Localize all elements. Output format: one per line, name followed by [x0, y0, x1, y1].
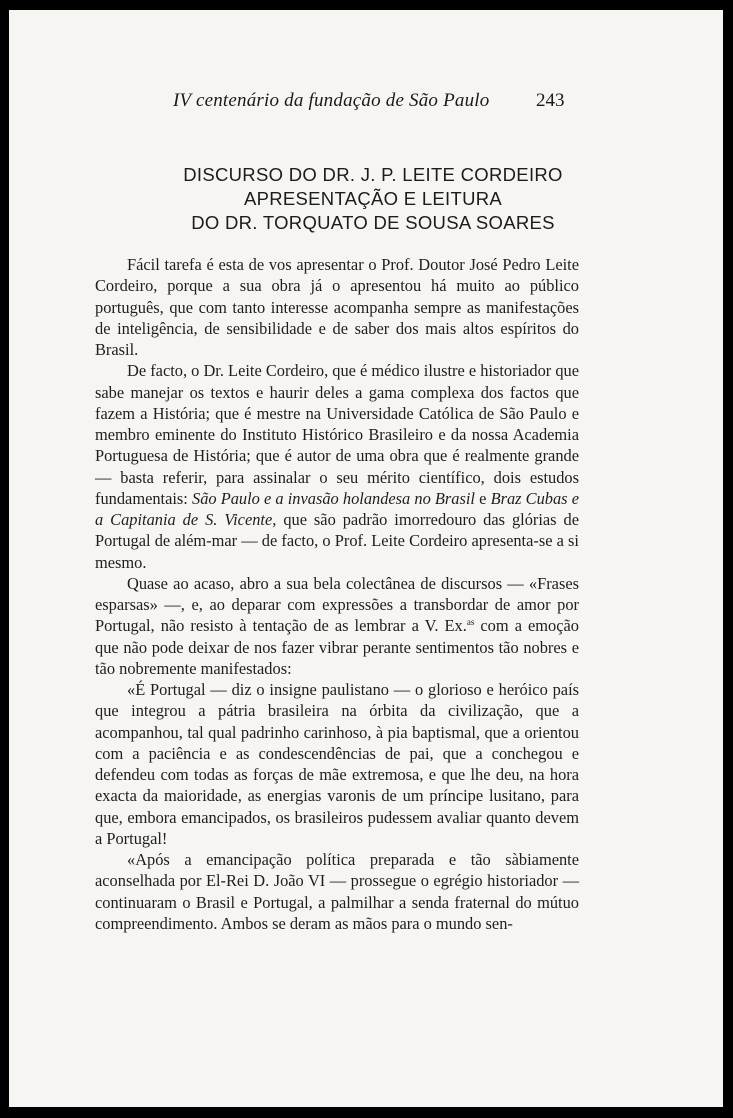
- work-title-2: Braz Cubas e a Capitania de S. Vicente,: [95, 488, 579, 529]
- speech-headline: [9, 163, 723, 235]
- book-page: [9, 10, 723, 1107]
- paragraph-5-quote: «Após a emancipação política preparada e tão sàbiamente aconselhada por El-Rei D. João VI — prossegue o egrégio historiador — continuaram o Brasil e Portugal, a palmilhar a senda fraternal do mútuo compreendimento. Ambos se deram as mãos para o mundo sen-: [95, 850, 579, 933]
- body-text: [95, 254, 579, 934]
- headline-line-1: DISCURSO DO DR. J. P. LEITE CORDEIRO: [183, 164, 563, 185]
- paragraph-3-text-a: Quase ao acaso, abro a sua bela colectânea de discursos — «Frases esparsas» —, e, ao deparar com expressões a transbordar de amor por Portugal, não resisto à tentação de as lembrar a V. Ex.: [95, 573, 579, 636]
- paragraph-1: Fácil tarefa é esta de vos apresentar o Prof. Doutor José Pedro Leite Cordeiro, porque a sua obra já o apresentou há muito ao público português, que com tanto interesse acompanha sempre as manifestações de inteligência, de sensibilidade e de saber dos mais altos espíritos do Brasil.: [95, 255, 579, 359]
- page-number: 243: [536, 90, 565, 111]
- paragraph-2-text-a: De facto, o Dr. Leite Cordeiro, que é médico ilustre e historiador que sabe manejar os textos e haurir deles a gama complexa dos factos que fazem a História; que é mestre na Universidade Católica de São Paulo e membro eminente do Instituto Histórico Brasileiro e da nossa Academia Portuguesa de História; que é autor de uma obra que é realmente grande — basta referir, para assinalar o seu mérito científico, dois estudos fundamentais:: [95, 361, 579, 508]
- headline-line-2: APRESENTAÇÃO E LEITURA: [243, 188, 503, 209]
- paragraph-3: [95, 573, 579, 679]
- superscript-as: as: [466, 617, 475, 628]
- running-title: IV centenário da fundação de São Paulo: [173, 90, 490, 111]
- paragraph-3-text-b: com a emoção que não pode deixar de nos fazer vibrar perante sentimentos tão nobres e tão nobremente manifestados:: [95, 616, 579, 678]
- running-header: [9, 90, 723, 114]
- paragraph-2: [95, 360, 579, 573]
- work-title-1: São Paulo e a invasão holandesa no Brasil: [192, 488, 475, 508]
- paragraph-2-text-b: que são padrão imorredouro das glórias de Portugal de além-mar — de facto, o Prof. Leite Cordeiro apresenta-se a si mesmo.: [95, 510, 579, 572]
- paragraph-4-quote: «É Portugal — diz o insigne paulistano — o glorioso e heróico país que integrou a pátria brasileira na órbita da civilização, que a acompanhou, tal qual padrinho carinhoso, à pia baptismal, que a orientou com a paciência e as condescendências de pai, que a conchegou e defendeu com todas as forças de mãe extremosa, e que lhe deu, na hora exacta da maioridade, as energias varonis de um príncipe lusitano, para que, embora emancipados, os brasileiros pudessem avaliar quanto devem a Portugal!: [95, 680, 579, 848]
- headline-line-3: DO DR. TORQUATO DE SOUSA SOARES: [191, 212, 555, 233]
- conjunction: e: [479, 488, 487, 508]
